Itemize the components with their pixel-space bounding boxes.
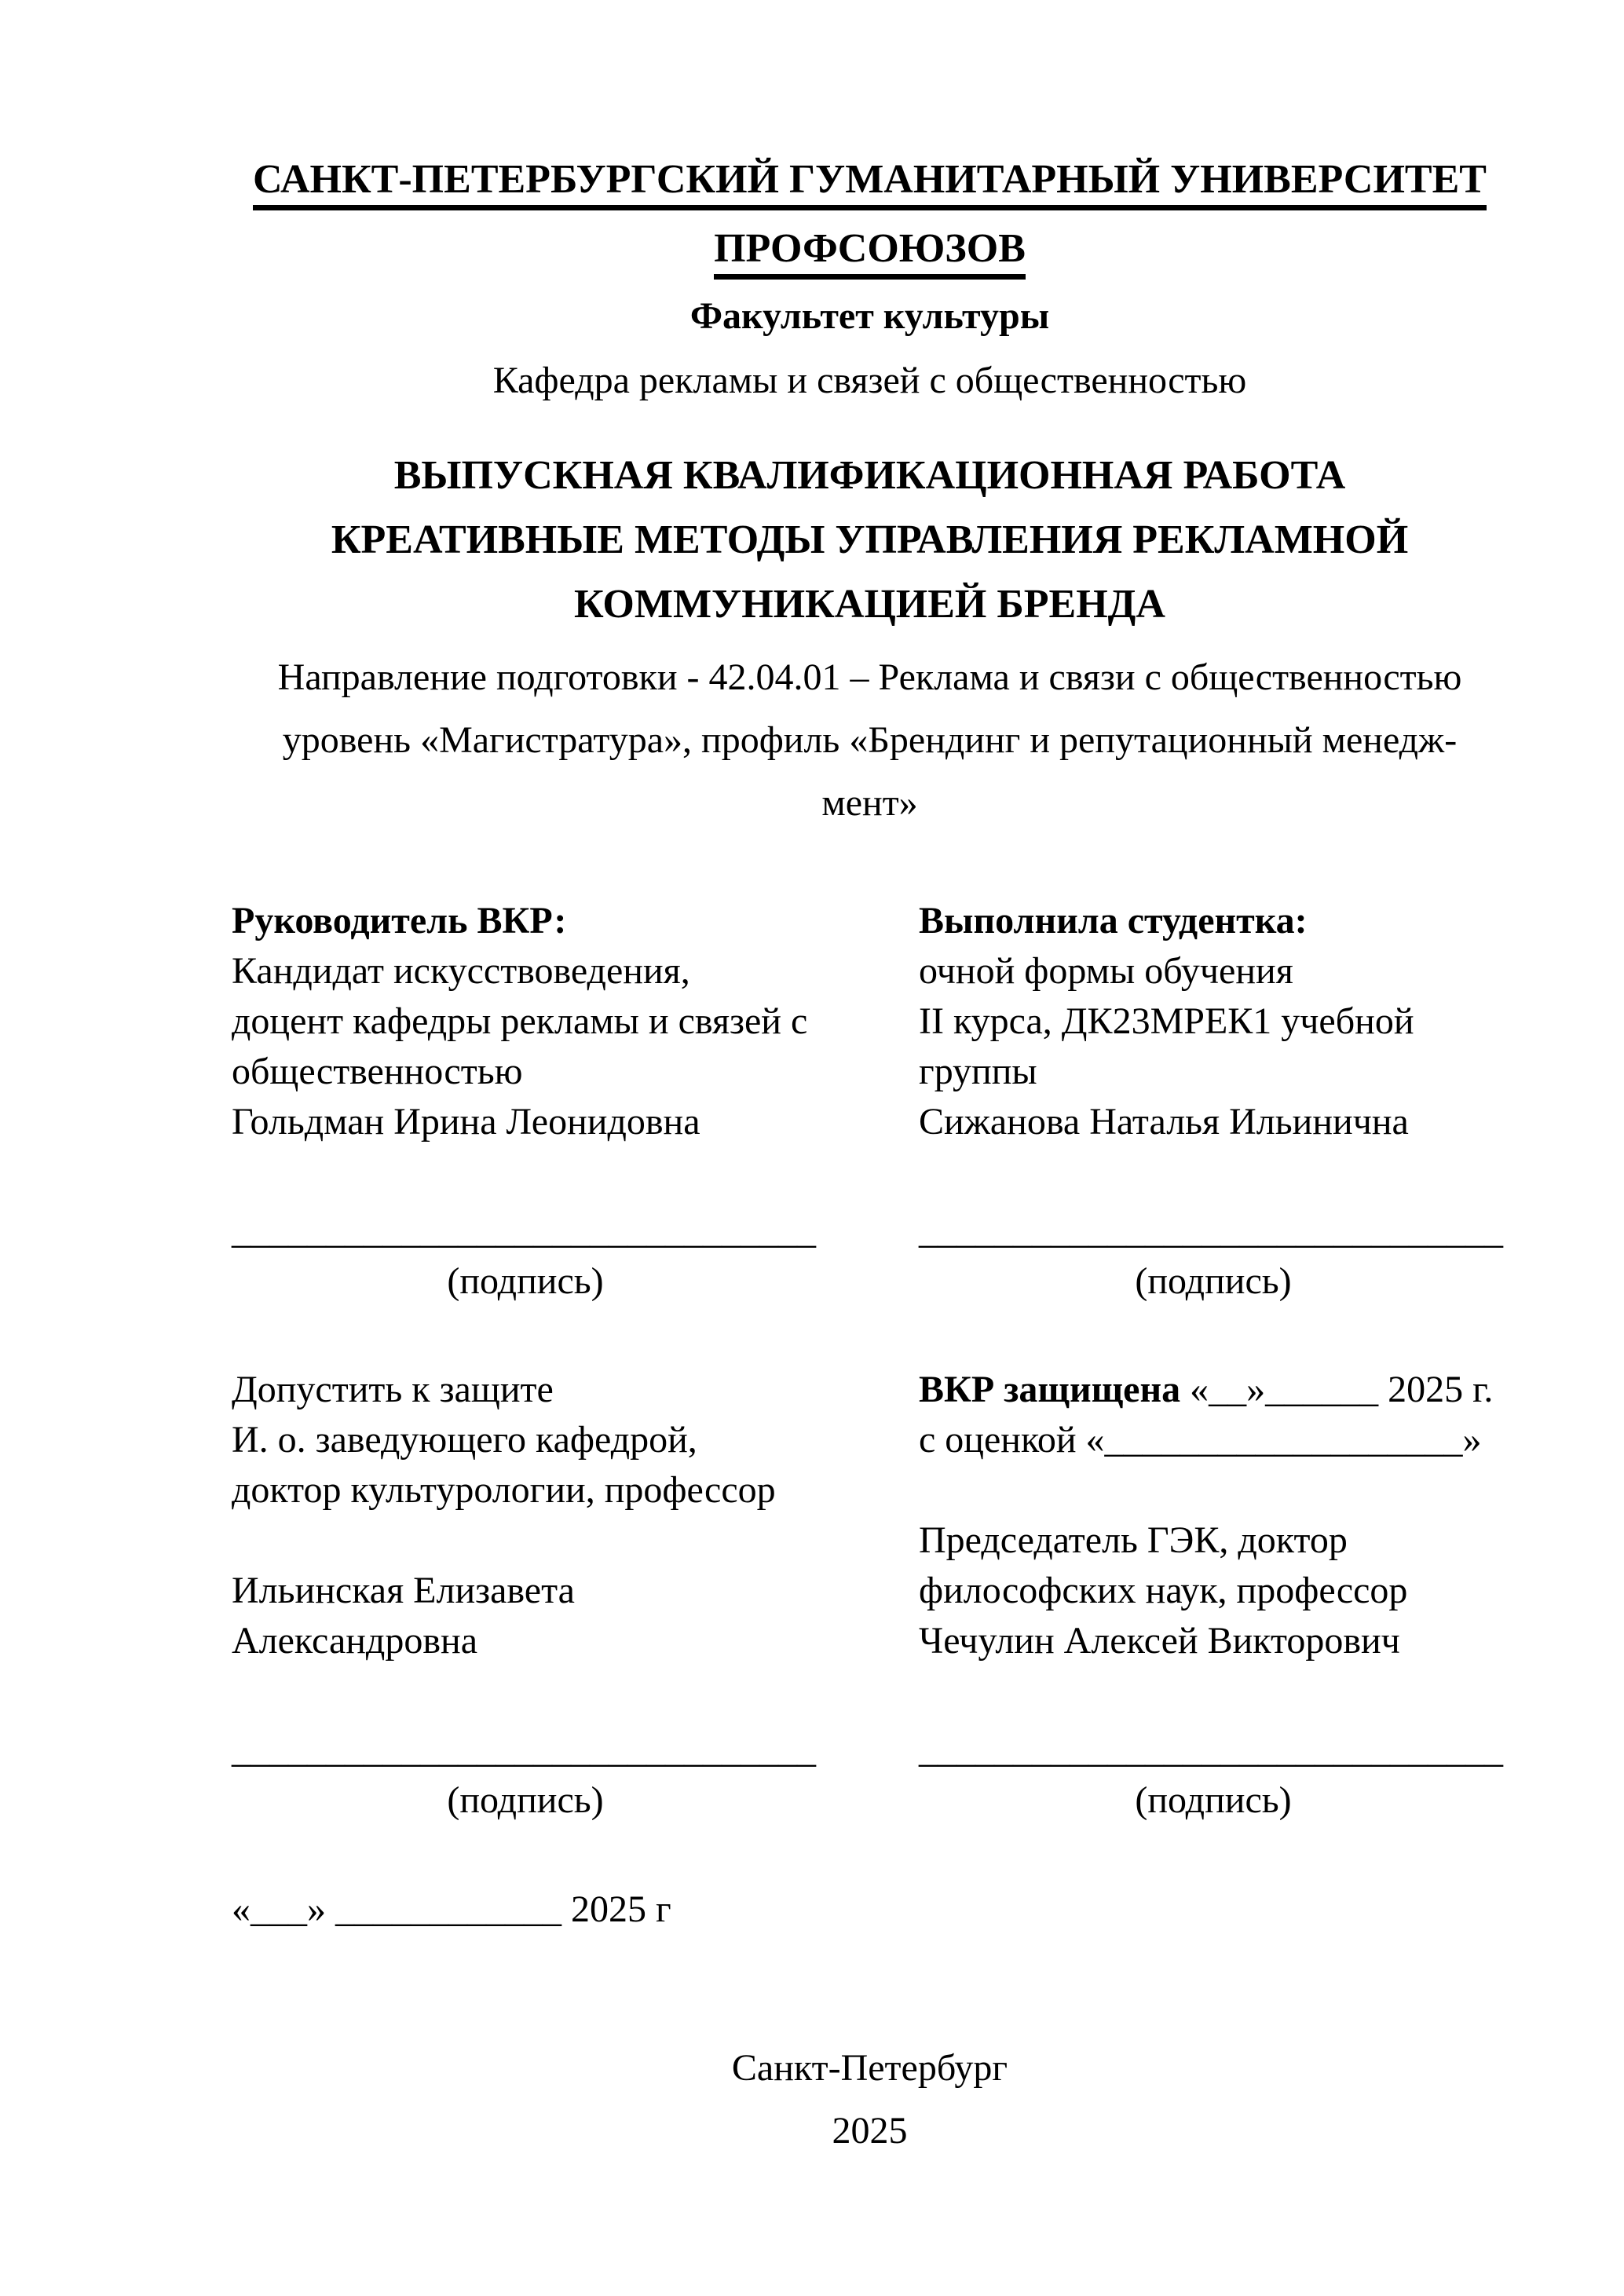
student-name: Сижанова Наталья Ильинична bbox=[919, 1101, 1409, 1143]
admission-signature-caption: (подпись) bbox=[447, 1779, 604, 1821]
program-direction-line: Направление подготовки - 42.04.01 – Реклама и связи с общественностью bbox=[277, 656, 1462, 698]
head-of-department-name-line1: Ильинская Елизавета bbox=[232, 1570, 575, 1611]
supervisor-signature-line: _______________________________ bbox=[232, 1210, 816, 1252]
supervisor-name: Гольдман Ирина Леонидовна bbox=[232, 1101, 700, 1143]
admission-line: Допустить к защите bbox=[232, 1369, 554, 1410]
admission-signature-line: _______________________________ bbox=[232, 1729, 816, 1771]
admission-defense-block bbox=[232, 1365, 1508, 1666]
defense-spacer bbox=[919, 1465, 1508, 1515]
program-level-line: уровень «Магистратура», профиль «Брендинг и репутационный менедж- bbox=[282, 719, 1458, 761]
admission-date-area bbox=[232, 1885, 819, 1935]
supervisor-signature-caption: (подпись) bbox=[447, 1260, 604, 1302]
admission-column bbox=[232, 1365, 819, 1666]
student-column bbox=[919, 896, 1508, 1147]
date-row-spacer bbox=[919, 1885, 1508, 1935]
supervisor-position-line-wrap: общественностью bbox=[232, 1051, 523, 1092]
university-name-line2 bbox=[232, 214, 1508, 283]
defense-status-date-blank: «__»______ 2025 г. bbox=[1180, 1369, 1494, 1410]
city-name: Санкт-Петербург bbox=[731, 2047, 1008, 2089]
admission-position-line: И. о. заведующего кафедрой, bbox=[232, 1419, 697, 1461]
student-study-form-line: очной формы обучения bbox=[919, 950, 1293, 992]
supervisor-label: Руководитель ВКР: bbox=[232, 900, 567, 941]
defense-signature-line: _______________________________ bbox=[919, 1729, 1503, 1771]
signature-row-1 bbox=[232, 1206, 1508, 1307]
university-name-line2-text: ПРОФСОЮЗОВ bbox=[714, 226, 1026, 280]
defense-signature-area bbox=[919, 1725, 1508, 1826]
admission-spacer bbox=[232, 1515, 819, 1566]
department-name: Кафедра рекламы и связей с общественностью bbox=[492, 360, 1247, 401]
defense-column bbox=[919, 1365, 1508, 1666]
defense-signature-caption: (подпись) bbox=[1135, 1779, 1292, 1821]
defense-grade-line: с оценкой «___________________» bbox=[919, 1419, 1482, 1461]
admission-date-line: «___» ____________ 2025 г bbox=[232, 1888, 671, 1930]
committee-chair-line1: Председатель ГЭК, доктор bbox=[919, 1519, 1348, 1561]
committee-chair-line2: философских наук, профессор bbox=[919, 1570, 1408, 1611]
admission-signature-area bbox=[232, 1725, 819, 1826]
admission-date-row bbox=[232, 1885, 1508, 1935]
signature-row-2 bbox=[232, 1725, 1508, 1826]
student-signature-line: _______________________________ bbox=[919, 1210, 1503, 1252]
thesis-title-line2: КОММУНИКАЦИЕЙ БРЕНДА bbox=[574, 582, 1165, 627]
footer bbox=[232, 2037, 1508, 2163]
supervisor-position-line: доцент кафедры рекламы и связей с bbox=[232, 1000, 808, 1042]
student-label: Выполнила студентка: bbox=[919, 900, 1308, 941]
student-signature-area bbox=[919, 1206, 1508, 1307]
university-name-line1 bbox=[232, 145, 1508, 214]
committee-chair-name: Чечулин Алексей Викторович bbox=[919, 1620, 1400, 1662]
supervisor-column bbox=[232, 896, 819, 1147]
supervisor-signature-area bbox=[232, 1206, 819, 1307]
defense-status-label: ВКР защищена bbox=[919, 1369, 1181, 1410]
head-of-department-name-line2: Александровна bbox=[232, 1620, 478, 1662]
university-name-line1-text: САНКТ-ПЕТЕРБУРГСКИЙ ГУМАНИТАРНЫЙ УНИВЕРСИТЕТ bbox=[253, 157, 1487, 210]
defense-status-line bbox=[919, 1365, 1508, 1415]
supervisor-degree-line: Кандидат искусствоведения, bbox=[232, 950, 690, 992]
admission-degree-line: доктор культурологии, профессор bbox=[232, 1469, 776, 1511]
work-type-heading: ВЫПУСКНАЯ КВАЛИФИКАЦИОННАЯ РАБОТА bbox=[393, 453, 1346, 498]
student-course-group-line: II курса, ДК23МРЕК1 учебной bbox=[919, 1000, 1414, 1042]
faculty-name: Факультет культуры bbox=[689, 295, 1050, 337]
signatories-block bbox=[232, 896, 1508, 1147]
program-level-line-wrap: мент» bbox=[821, 782, 918, 824]
year: 2025 bbox=[832, 2110, 908, 2152]
student-signature-caption: (подпись) bbox=[1135, 1260, 1292, 1302]
thesis-title-line1: КРЕАТИВНЫЕ МЕТОДЫ УПРАВЛЕНИЯ РЕКЛАМНОЙ bbox=[331, 517, 1409, 562]
student-group-line-wrap: группы bbox=[919, 1051, 1037, 1092]
